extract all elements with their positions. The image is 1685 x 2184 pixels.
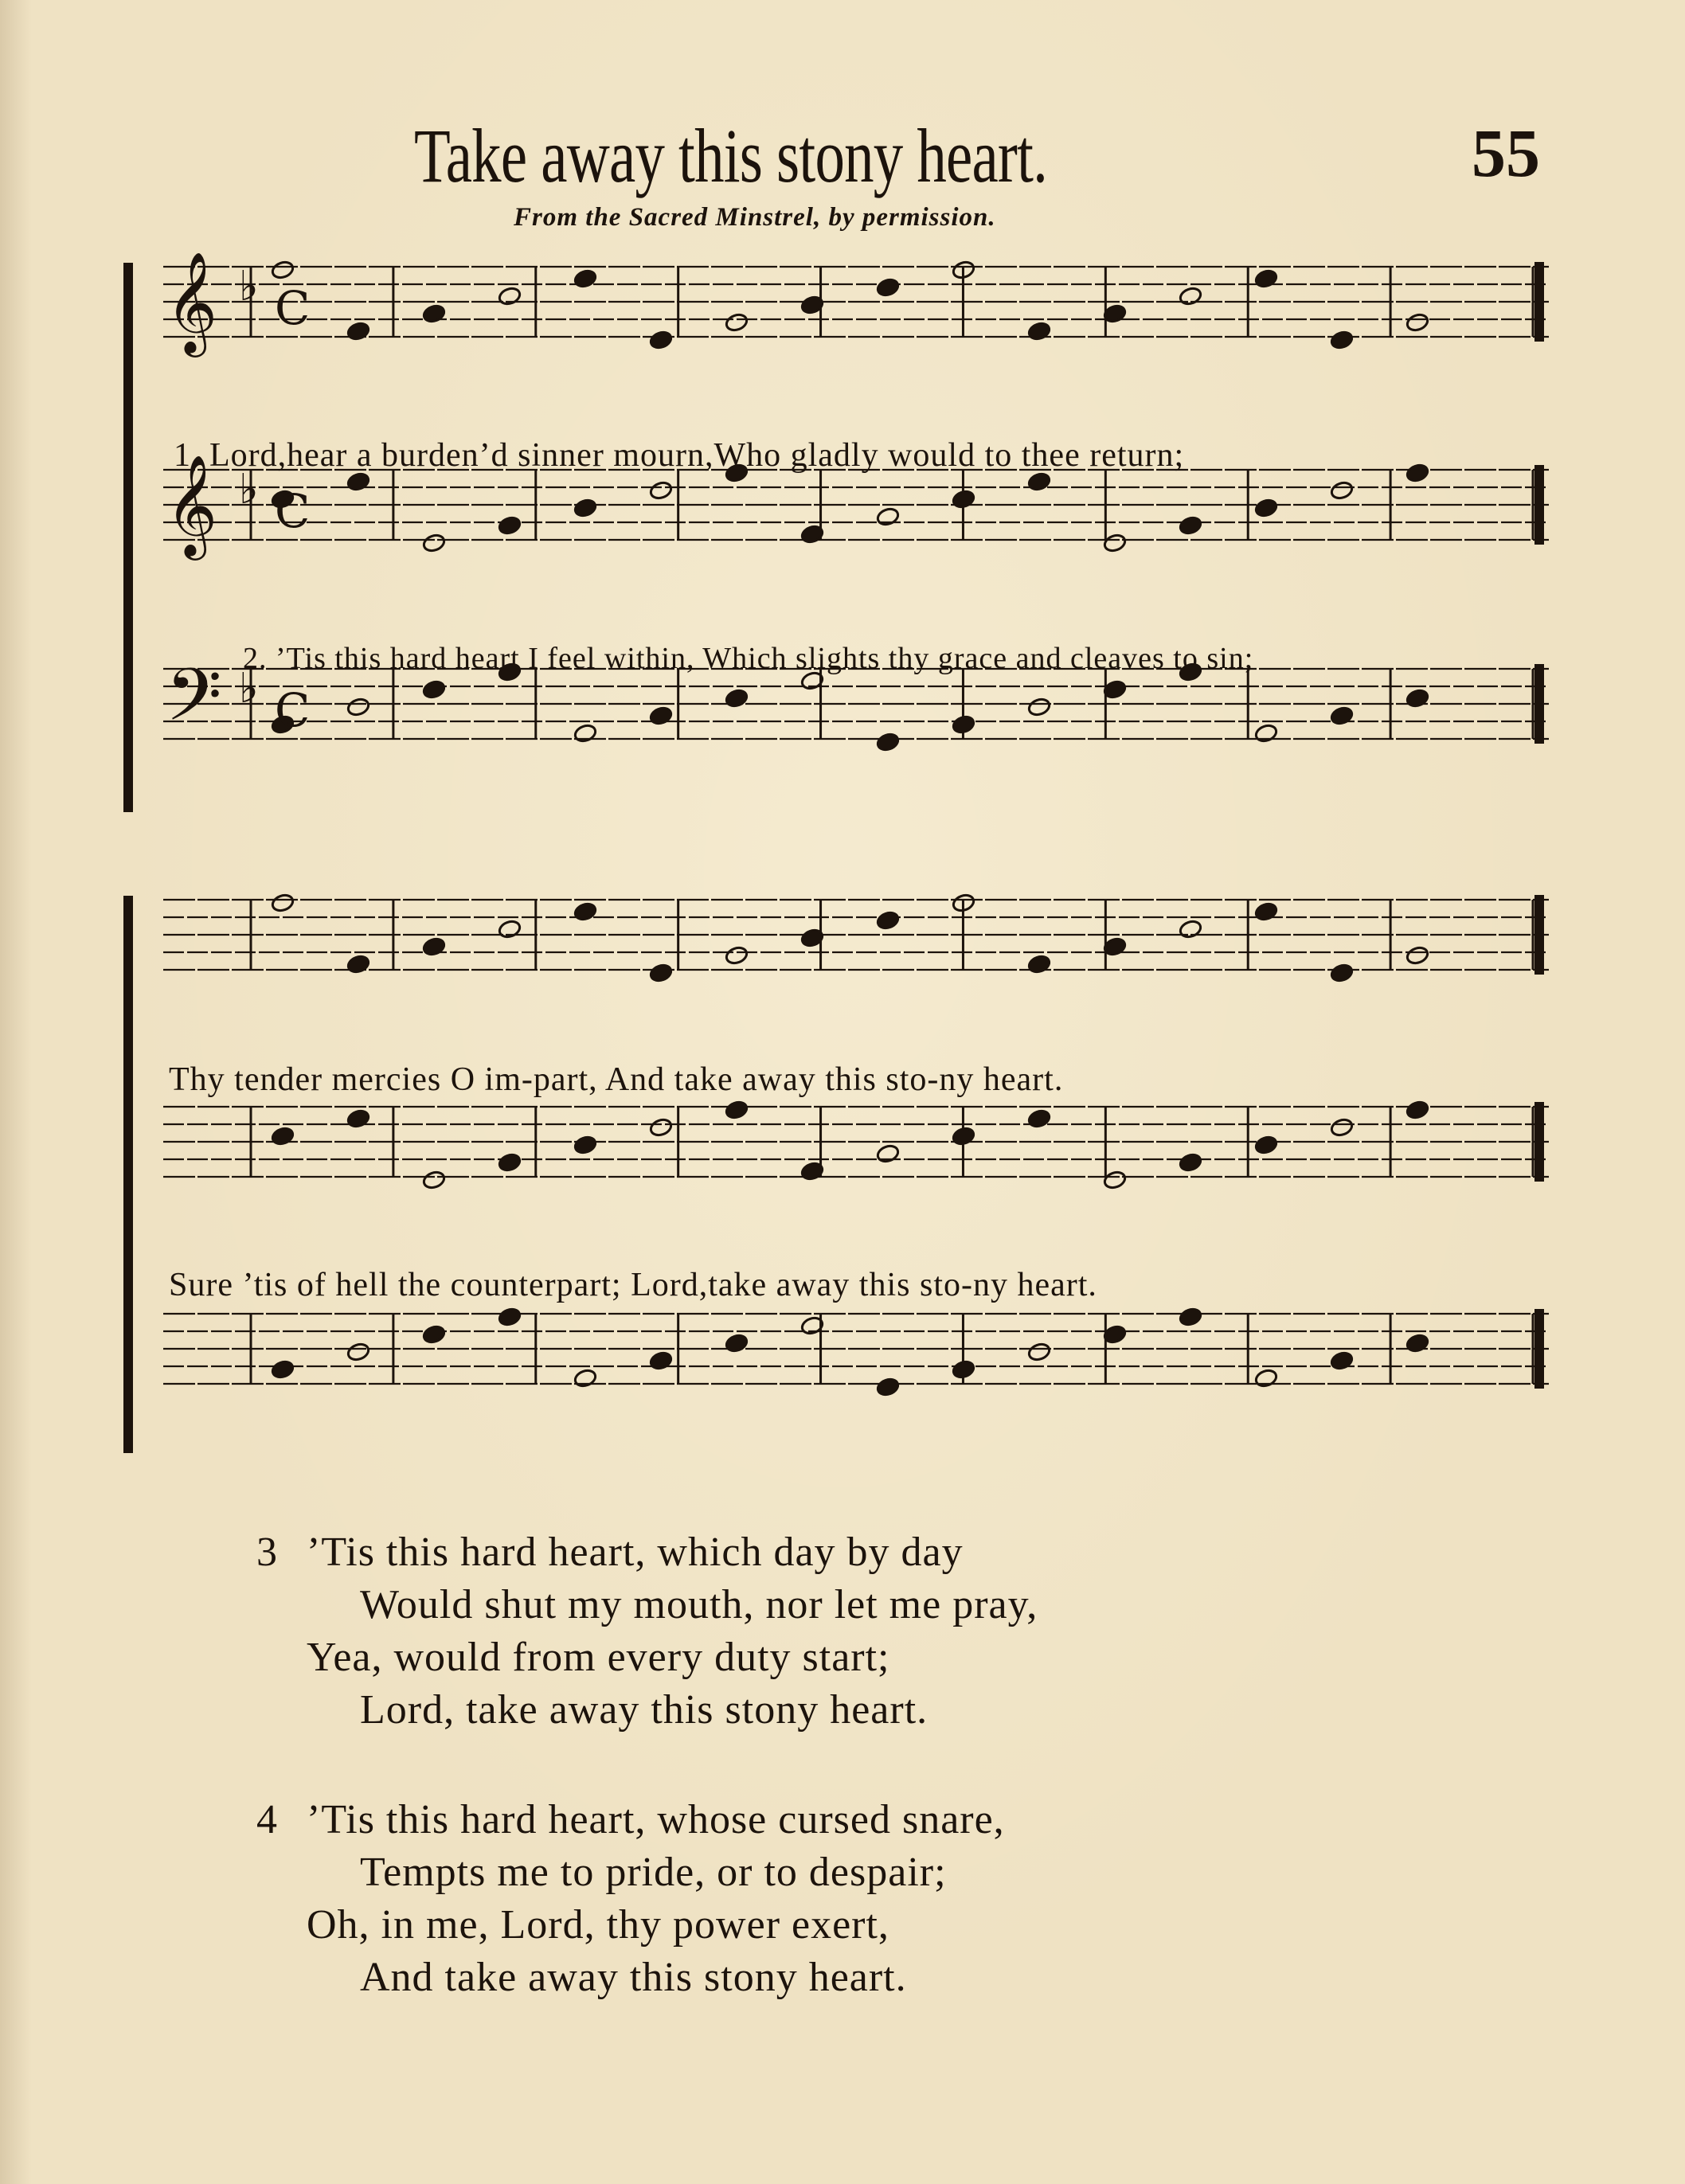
note-head (271, 1126, 295, 1147)
note-head (498, 515, 522, 536)
note-head (725, 1333, 749, 1354)
note-head (498, 286, 522, 307)
note-head (1330, 1117, 1355, 1138)
bass-clef: 𝄢 (166, 653, 222, 755)
lyric-line-verse-1: 1. Lord,hear a burden’d sinner mourn,Who gladly would to thee return; (174, 437, 1185, 474)
note-head (876, 910, 901, 931)
note-head (649, 705, 674, 726)
note-head (1179, 919, 1203, 940)
page-number: 55 (1472, 115, 1540, 191)
note-head (422, 679, 447, 700)
flat-sign: ♭ (239, 263, 259, 311)
note-head (422, 533, 447, 553)
verse-4-line-3: Oh, in me, Lord, thy power exert, (307, 1902, 889, 1948)
note-head (649, 1350, 674, 1371)
note-head (1405, 312, 1430, 333)
note-head (498, 919, 522, 940)
note-head (1254, 1135, 1279, 1155)
note-head (725, 312, 749, 333)
system-brace (123, 896, 133, 1453)
note-head (1254, 723, 1279, 744)
note-head (422, 1170, 447, 1190)
note-head (1405, 1100, 1430, 1120)
note-head (271, 260, 295, 280)
note-head (876, 1143, 901, 1164)
note-head (1330, 963, 1355, 983)
lyric-line-refrain-1: Thy tender mercies O im-part, And take away this sto-ny heart. (169, 1061, 1064, 1098)
final-barline (1534, 664, 1544, 744)
note-heads (271, 260, 1430, 1397)
note-head (422, 936, 447, 957)
common-time-sign: C (275, 683, 311, 737)
note-head (1405, 1333, 1430, 1354)
lyric-line-refrain-2: Sure ’tis of hell the counterpart; Lord,take away this sto-ny heart. (169, 1267, 1097, 1303)
verse-3-line-2: Would shut my mouth, nor let me pray, (360, 1582, 1038, 1627)
note-head (952, 714, 976, 735)
note-head (1027, 697, 1052, 717)
note-head (1179, 1152, 1203, 1173)
note-head (1330, 705, 1355, 726)
note-head (1254, 901, 1279, 922)
verse-4-line-1: ’Tis this hard heart, whose cursed snare, (307, 1797, 1005, 1842)
note-head (271, 893, 295, 913)
note-head (422, 1324, 447, 1345)
note-head (1330, 1350, 1355, 1371)
note-head (1179, 515, 1203, 536)
note-head (573, 901, 598, 922)
flat-sign: ♭ (239, 665, 259, 713)
common-time-sign: C (275, 281, 311, 335)
note-head (952, 1126, 976, 1147)
note-head (1405, 945, 1430, 966)
note-head (649, 963, 674, 983)
note-head (1027, 321, 1052, 342)
note-head (498, 1152, 522, 1173)
note-head (573, 498, 598, 518)
final-barline (1534, 1102, 1544, 1182)
note-head (876, 1377, 901, 1397)
note-head (346, 697, 371, 717)
verse-4-line-4: And take away this stony heart. (360, 1955, 907, 2000)
note-head (649, 1117, 674, 1138)
note-head (346, 321, 371, 342)
note-head (271, 1359, 295, 1380)
note-head (725, 1100, 749, 1120)
system-brace (123, 263, 133, 812)
note-head (573, 1368, 598, 1389)
final-barline (1534, 465, 1544, 545)
treble-clef: 𝄞 (166, 454, 218, 556)
note-head (1405, 463, 1430, 483)
verse-4-line-2: Tempts me to pride, or to despair; (360, 1850, 947, 1895)
verse-3-line-3: Yea, would from every duty start; (307, 1635, 890, 1680)
source-credit: From the Sacred Minstrel, by permission. (514, 203, 996, 232)
note-head (422, 303, 447, 324)
note-head (1179, 1307, 1203, 1327)
note-head (725, 688, 749, 709)
note-head (649, 480, 674, 501)
verse-3-line-1: ’Tis this hard heart, which day by day (307, 1530, 964, 1575)
note-head (1405, 688, 1430, 709)
note-head (876, 506, 901, 527)
hymn-title: Take away this stony heart. (414, 113, 1048, 198)
note-head (1254, 268, 1279, 289)
note-head (573, 723, 598, 744)
common-time-sign: C (275, 484, 311, 538)
verse-3-line-4: Lord, take away this stony heart. (360, 1687, 929, 1733)
treble-clef: 𝄞 (166, 251, 218, 353)
note-head (573, 1135, 598, 1155)
final-barline (1534, 895, 1544, 975)
note-head (346, 1108, 371, 1129)
note-head (952, 1359, 976, 1380)
verse-3-number: 3 (256, 1530, 278, 1575)
flat-sign: ♭ (239, 466, 259, 514)
verse-4-number: 4 (256, 1797, 278, 1842)
final-barline (1534, 262, 1544, 342)
note-head (725, 945, 749, 966)
note-head (1254, 498, 1279, 518)
staff-lines (163, 267, 1549, 1384)
note-head (952, 489, 976, 510)
note-head (498, 1307, 522, 1327)
note-head (1330, 330, 1355, 350)
note-head (1330, 480, 1355, 501)
note-head (876, 732, 901, 752)
note-head (346, 1342, 371, 1362)
note-head (1254, 1368, 1279, 1389)
note-head (346, 954, 371, 975)
note-head (573, 268, 598, 289)
note-head (1027, 954, 1052, 975)
note-head (649, 330, 674, 350)
lyric-line-verse-2: 2. ’Tis this hard heart I feel within, Which slights thy grace and cleaves to sin; (243, 642, 1254, 675)
note-head (1027, 1108, 1052, 1129)
final-barline (1534, 1309, 1544, 1389)
note-head (1179, 286, 1203, 307)
note-head (1027, 1342, 1052, 1362)
note-head (876, 277, 901, 298)
